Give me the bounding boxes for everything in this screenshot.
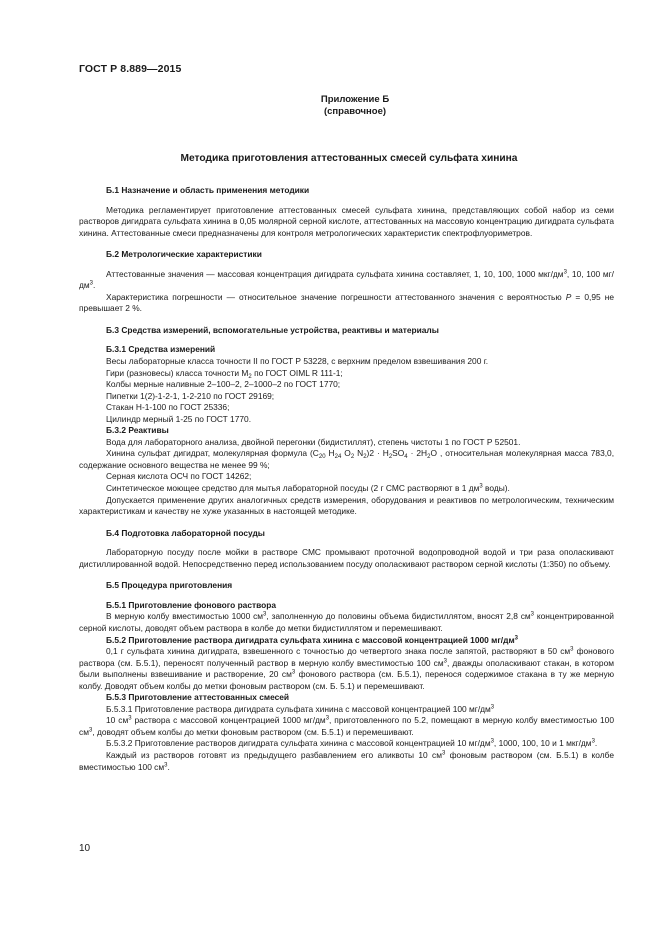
- paragraph: Методика регламентирует приготовление аттестованных смесей сульфата хинина, представляющих собой набор из семи растворов дигидрата сульфата хинина в 0,05 молярной серной кислоте, аттестованных на массовую концентрацию дигидрата сульфата хинина. Аттестованные смеси предназначены для контроля метрологических характеристик спектрофлуориметров.: [79, 204, 614, 238]
- paragraph: Аттестованные значения — массовая концентрация дигидрата сульфата хинина составляет, 1, 10, 100, 1000 мкг/$дм^3$, 10, 100 $мг/дм^3$.: [79, 268, 615, 291]
- main-title: Методика приготовления аттестованных смесей сульфата хинина: [180, 153, 518, 164]
- list-item: Серная кислота ОСЧ по ГОСТ 14262;: [106, 471, 252, 482]
- paragraph: 10 $см^3$ раствора с массовой концентрацией 1000 $мг/дм^3$, приготовленного по 5.2, помещают в мерную колбу вместимостью 100 $см^3$, доводят объем колбы до метки фоновым раствором (см. Б.5.1) и перемешивают.: [79, 715, 614, 737]
- appendix-note: (справочное): [323, 106, 387, 117]
- subsection-heading-b5-3: Б.5.3 Приготовление аттестованных смесей: [106, 692, 290, 703]
- subsection-heading-b3-2: Б.3.2 Реактивы: [106, 425, 169, 436]
- list-item: Хинина сульфат дигидрат, молекулярная формула ($С_{20}$ $Н_{24}$ $О_2$ $N_2)2 \cdot H_2SO_4 \cdot 2H_2O$ , относительная молекулярная масса 783,0, содержание основного вещества не менее 99 %;: [79, 448, 615, 470]
- paragraph: Лабораторную посуду после мойки в растворе СМС промывают проточной водопроводной водой и три раза ополаскивают дистиллированной водой. Непосредственно перед использованием посуду ополаскивают раствором серной кислоты (1:350) по объему.: [79, 547, 614, 569]
- section-heading-b5: Б.5 Процедура приготовления: [106, 580, 233, 591]
- subsection-heading-b3-1: Б.3.1 Средства измерений: [106, 344, 216, 355]
- appendix-title: Приложение Б: [320, 94, 390, 105]
- list-item: Весы лабораторные класса точности II по ГОСТ Р 53228, с верхним пределом взвешивания 200 г.: [106, 356, 489, 367]
- list-item: Стакан Н-1-100 по ГОСТ 25336;: [106, 402, 230, 413]
- section-heading-b1: Б.1 Назначение и область применения методики: [106, 185, 310, 195]
- paragraph: В мерную колбу вместимостью 1000 $см^3$, заполненную до половины объема бидистиллятом, вносят 2,8 $см^3$ концентрированной серной кислоты, доводят объем раствора в колбе до метки бидистиллятом и перемешивают.: [79, 611, 614, 633]
- section-heading-b2: Б.2 Метрологические характеристики: [106, 249, 262, 260]
- section-heading-b4: Б.4 Подготовка лабораторной посуды: [106, 527, 265, 538]
- paragraph: Б.5.3.1 Приготовление раствора дигидрата сульфата хинина с массовой концентрацией 100 $мг/дм^3$: [106, 703, 495, 714]
- list-item: Гири (разновесы) класса точности $М_2$ по ГОСТ OIML R 111-1;: [106, 367, 343, 380]
- paragraph: Характеристика погрешности — относительное значение погрешности аттестованного значения с вероятностью P = 0,95 не превышает 2 %.: [79, 291, 614, 314]
- paragraph: Каждый из растворов готовят из предыдущего разбавлением его аликвоты 10 $см^3$ фоновым раствором (см. Б.5.1) в колбе вместимостью 100 $см^3$.: [79, 749, 614, 772]
- page-number: 10: [79, 843, 91, 854]
- paragraph: 0,1 г сульфата хинина дигидрата, взвешенного с точностью до четвертого знака после запятой, растворяют в 50 $см^3$ фонового раствора (см. Б.5.1), переносят полученный раствор в мерную колбу вместимостью 100 $см^3$, дважды ополаскивают стакан, в котором были выполнены взвешивание и растворение, 20 $см^3$ фонового раствора (см. Б.5.1), перенося содержимое стакана в ту же мерную колбу. Доводят объем колбы до метки фоновым раствором (см. Б. 5.1) и перемешивают.: [79, 646, 614, 691]
- subsection-heading-b5-2: Б.5.2 Приготовление раствора дигидрата сульфата хинина с массовой концентрацией 1000 $мг/дм^3$: [106, 634, 518, 645]
- document-id: ГОСТ Р 8.889—2015: [79, 63, 182, 75]
- list-item: Пипетки 1(2)-1-2-1, 1-2-210 по ГОСТ 29169;: [106, 390, 275, 401]
- list-item: Синтетическое моющее средство для мытья лабораторной посуды (2 г СМС растворяют в 1 $дм^3$ воды).: [106, 483, 510, 494]
- list-item: Вода для лабораторного анализа, двойной перегонки (бидистиллят), степень чистоты 1 по ГОСТ Р 52501.: [106, 436, 521, 447]
- list-item: Цилиндр мерный 1-25 по ГОСТ 1770.: [106, 413, 252, 424]
- paragraph: Б.5.3.2 Приготовление растворов дигидрата сульфата хинина с массовой концентрацией 10 $мг/дм^3$, 1000, 100, 10 и 1 мкг/$дм^3$.: [106, 738, 598, 749]
- subsection-heading-b5-1: Б.5.1 Приготовление фонового раствора: [106, 599, 277, 610]
- paragraph: Допускается применение других аналогичных средств измерения, оборудования и реактивов по метрологическим, техническим характеристикам и качеству не хуже указанных в настоящей методике.: [79, 494, 614, 517]
- section-heading-b3: Б.3 Средства измерений, вспомогательные устройства, реактивы и материалы: [106, 324, 439, 335]
- appendix-heading: [300, 94, 410, 118]
- list-item: Колбы мерные наливные 2–100–2, 2–1000–2 по ГОСТ 1770;: [106, 379, 341, 390]
- document-body: [79, 185, 614, 773]
